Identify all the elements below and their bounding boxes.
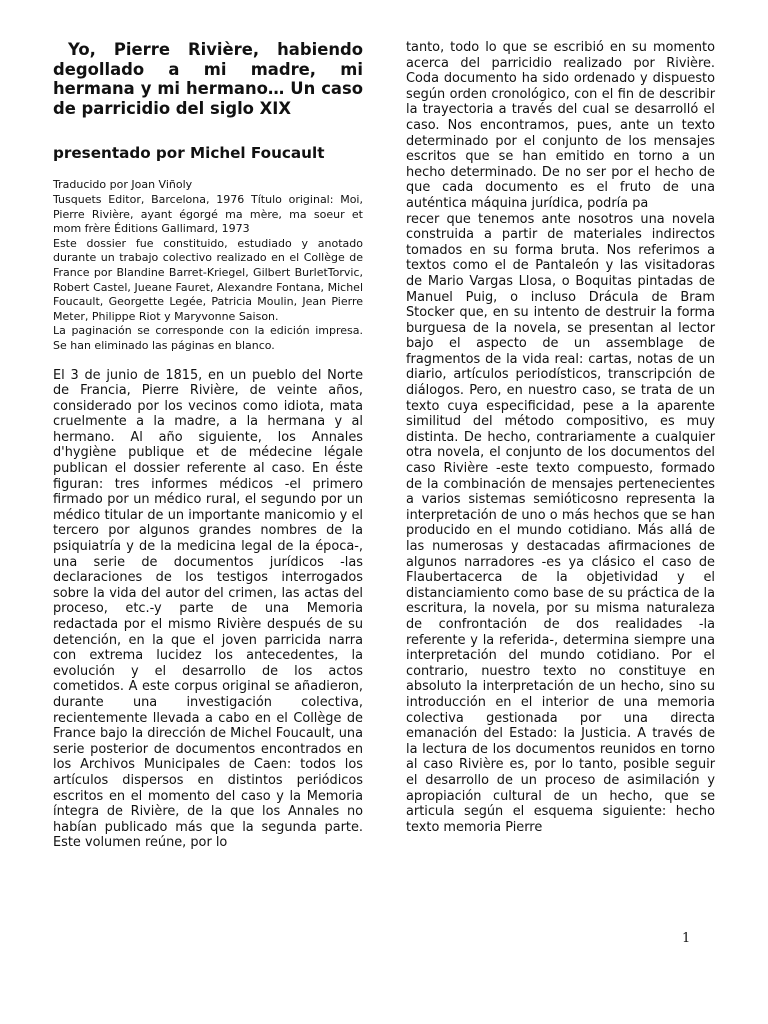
authors-line: Este dossier fue constituido, estudiado y anotado durante un trabajo colectivo realizado en el Collège de France por Blandine Barret-Kriegel, Gilbert BurletTorvic, Robert Castel, Jueane Fauret, Alexandre Fontana, Michel Foucault, Georgette Legée, Patricia Moulin, Jean Pierre Meter, Philippe Riot y Maryvonne Saison. — [53, 236, 363, 323]
document-subtitle: presentado por Michel Foucault — [53, 144, 325, 163]
document-title: Yo, Pierre Rivière, habiendo degollado a mi madre, mi hermana y mi hermano… Un caso de parricidio del siglo XIX — [53, 40, 363, 118]
left-column — [53, 40, 363, 851]
body-paragraph-right-2: recer que tenemos ante nosotros una novela construida a partir de materiales indirectos tomados en su forma bruta. Nos referimos a textos como el de Pantaleón y las visitadoras de Mario Vargas Llosa, o Boquitas pintadas de Manuel Puig, o incluso Drácula de Bram Stocker que, en su intento de destruir la forma burguesa de la novela, se presentan al lector bajo el aspecto de un assemblage de fragmentos de la vida real: cartas, notas de un diario, artículos periodísticos, transcripción de diálogos. Pero, en nuestro caso, se trata de un texto cuya especificidad, pese a la aparente similitud del método compositivo, es muy distinta. De hecho, contrariamente a cualquier otra novela, el conjunto de los documentos del caso Rivière -este texto compuesto, formado de la combinación de mensajes pertenecientes a varios sistemas semióticosno representa la interpretación de uno o más hechos que se han producido en el mundo cotidiano. Más allá de las numerosas y destacadas afirmaciones de algunos narradores -es ya clásico el caso de Flaubertacerca de la objetividad y el distanciamiento como base de su práctica de la escritura, la novela, por su misma naturaleza de confrontación de dos realidades -la referente y la referida-, determina siempre una interpretación del mundo cotidiano. Por el contrario, nuestro texto no constituye en absoluto la interpretación de un hecho, sino su introducción en el interior de una memoria colectiva gestionada por una directa emanación del Estado: la Justicia. A través de la lectura de los documentos reunidos en torno al caso Rivière es, por lo tanto, posible seguir el desarrollo de un proceso de asimilación y apropiación cultural de un hecho, que se articula según el esquema siguiente: hecho texto memoria Pierre — [406, 211, 715, 835]
body-paragraph-left: El 3 de junio de 1815, en un pueblo del Norte de Francia, Pierre Rivière, de veinte años, considerado por los vecinos como idiota, mata cruelmente a la madre, a la hermana y al hermano. Al año siguiente, los Annales d'hygiène publique et de médecine légale publican el dossier referente al caso. En éste figuran: tres informes médicos -el primero firmado por un médico rural, el segundo por un médico titular de un importante manicomio y el tercero por algunos grandes nombres de la psiquiatría y de la medicina legal de la época-, una serie de documentos jurídicos -las declaraciones de los testigos interrogados sobre la vida del autor del crimen, las actas del proceso, etc.-y parte de una Memoria redactada por el mismo Rivière después de su detención, en la que el joven parricida narra con extrema lucidez los antecedentes, la evolución y el desarrollo de los actos cometidos. A este corpus original se añadieron, durante una investigación colectiva, recientemente llevada a cabo en el Collège de France bajo la dirección de Michel Foucault, una serie posterior de documentos encontrados en los Archivos Municipales de Caen: todos los artículos dispersos en distintos periódicos escritos en el momento del caso y la Memoria íntegra de Rivière, de la que los Annales no habían publicado más que la segunda parte. Este volumen reúne, por lo — [53, 367, 363, 851]
body-paragraph-right-1: tanto, todo lo que se escribió en su momento acerca del parricidio realizado por Rivière. Coda documento ha sido ordenado y dispuesto según orden cronológico, con el fin de describir la trayectoria a través del cual se desarrolló el caso. Nos encontramos, pues, ante un texto determinado por el conjunto de los mensajes escritos que se han emitido en torno a un hecho determinado. De no ser por el hecho de que cada documento es el fruto de una auténtica máquina jurídica, podría pa — [406, 40, 715, 211]
translator-line: Traducido por Joan Viñoly — [53, 178, 193, 192]
publisher-line: Tusquets Editor, Barcelona, 1976 Título original: Moi, Pierre Rivière, ayant égorgé ma mère, ma soeur et mom frère Éditions Gallimard, 1973 — [53, 192, 363, 236]
credits-block — [53, 178, 363, 353]
pagination-note: La paginación se corresponde con la edición impresa. Se han eliminado las páginas en blanco. — [53, 324, 363, 352]
page-number: 1 — [682, 931, 691, 946]
right-column — [406, 40, 715, 835]
